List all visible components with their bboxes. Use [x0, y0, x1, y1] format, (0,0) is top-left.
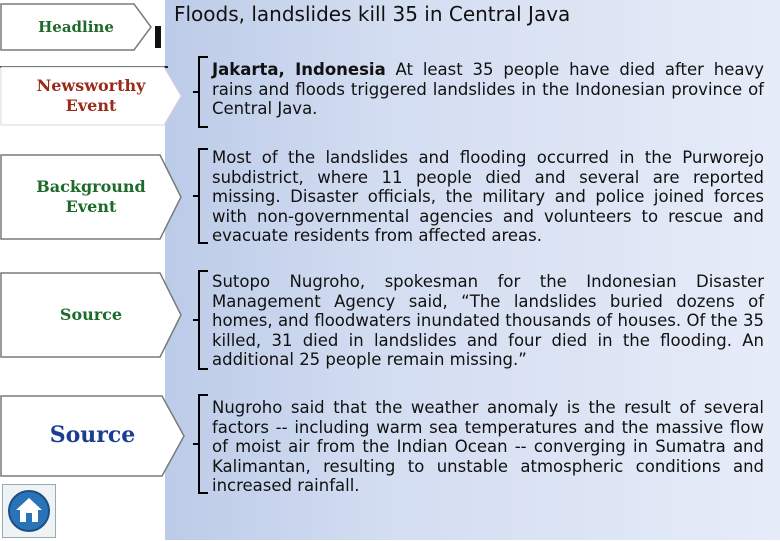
bracket-4: [198, 394, 208, 494]
paragraph-newsworthy-body: At least 35 people have died after heavy rains and floods triggered landslides in the Indonesian province of Central Java.: [212, 60, 765, 118]
paragraph-background: Most of the landslides and flooding occurred in the Purworejo subdistrict, where 11 people died and several are reported missing. Disaster officials, the military and police joined forces with non-governmental agencies and volunteers to rescue and evacuate residents from affected areas.: [212, 148, 764, 245]
label-newsworthy-event: [0, 66, 182, 126]
dateline: Jakarta, Indonesia: [212, 60, 386, 79]
label-source-1-text: Source: [59, 305, 123, 324]
paragraph-source-1: Sutopo Nugroho, spokesman for the Indonesian Disaster Management Agency said, “The landslides buried dozens of homes, and floodwaters inundated thousands of houses. Of the 35 killed, 31 died in landslides and four died in the flooding. An additional 25 people remain missing.”: [212, 272, 764, 369]
paragraph-source-2: Nugroho said that the weather anomaly is the result of several factors -- including warm sea temperatures and the massive flow of moist air from the Indian Ocean -- converging in Sumatra and Kalimantan, resulting to unstable atmospheric conditions and increased rainfall.: [212, 398, 764, 495]
page-title: Floods, landslides kill 35 in Central Java: [174, 2, 571, 26]
bracket-3-tick: [193, 319, 199, 321]
bracket-2-tick: [193, 195, 199, 197]
label-source-2-text: Source: [49, 422, 136, 449]
home-icon: [3, 485, 55, 537]
title-marker: [155, 26, 161, 48]
home-button[interactable]: [2, 484, 56, 538]
label-source-2: [0, 395, 185, 477]
bracket-4-tick: [193, 443, 199, 445]
label-background-line2: Event: [65, 197, 117, 216]
label-headline-text: Headline: [38, 17, 114, 36]
label-background-line1: Background: [36, 177, 146, 196]
bracket-1-tick: [193, 91, 199, 93]
label-newsworthy-line1: Newsworthy: [36, 76, 146, 95]
label-source-1: [0, 272, 182, 358]
label-background-text: [36, 177, 145, 217]
paragraph-newsworthy: [212, 60, 764, 119]
label-background-event: [0, 154, 182, 240]
label-newsworthy-line2: Event: [65, 96, 117, 115]
label-headline: [0, 3, 152, 51]
bracket-2: [198, 148, 208, 244]
bracket-1: [198, 56, 208, 128]
label-newsworthy-text: [37, 76, 146, 116]
bracket-3: [198, 270, 208, 370]
